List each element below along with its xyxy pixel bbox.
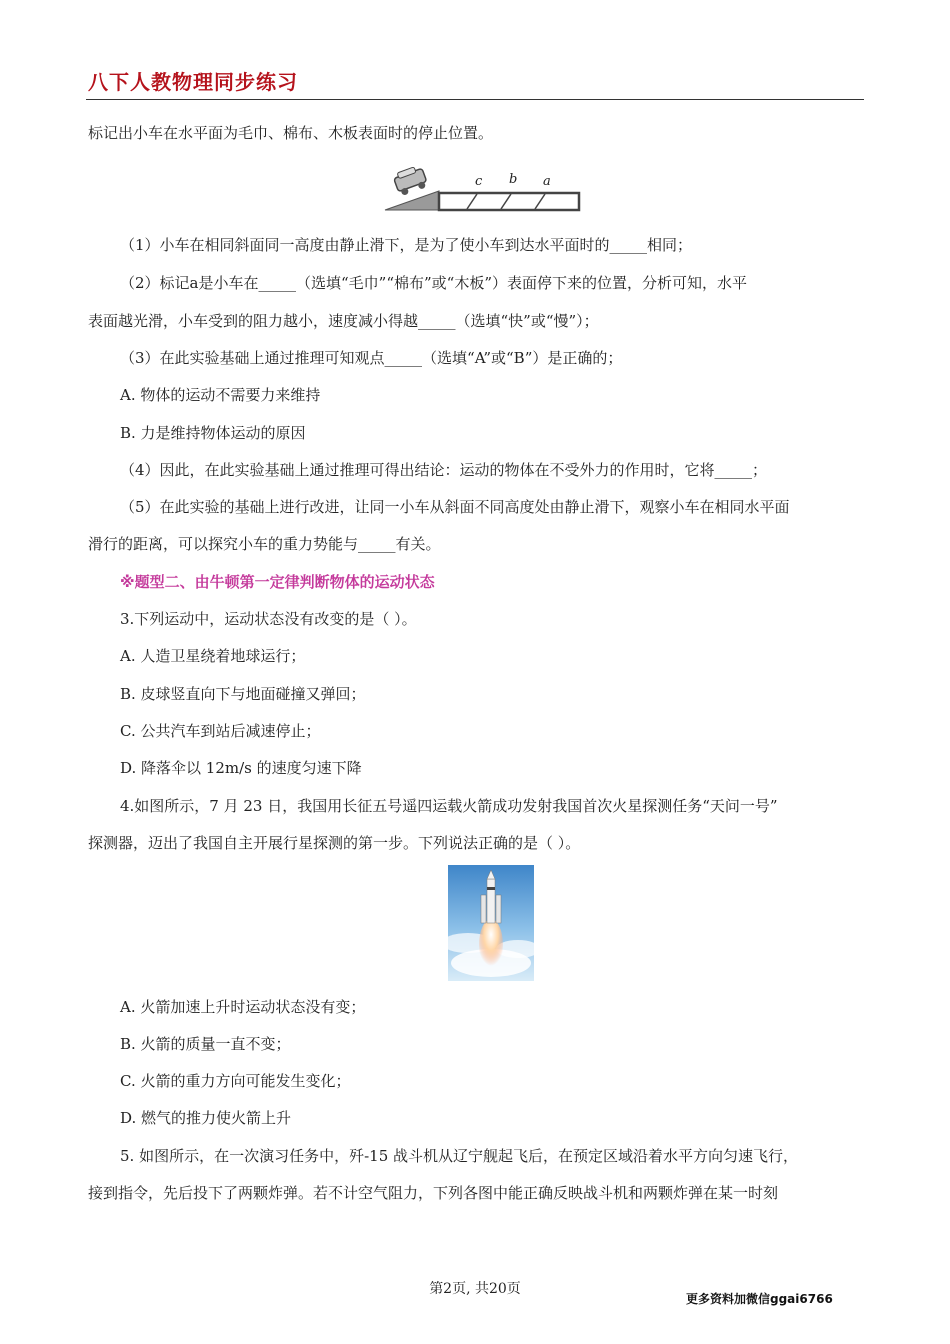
- q2-part4: （4）因此，在此实验基础上通过推理可得出结论：运动的物体在不受外力的作用时，它将_____；: [120, 461, 768, 479]
- label-b: b: [509, 172, 518, 187]
- label-c: c: [475, 174, 483, 189]
- section-title-type2: ※题型二、由牛顿第一定律判断物体的运动状态: [120, 573, 435, 591]
- page-number: 第2页, 共20页: [429, 1281, 521, 1297]
- rocket-body: [487, 879, 495, 923]
- cart-icon: [392, 164, 428, 196]
- header-divider: [86, 99, 864, 100]
- q4-stem-line2: 探测器，迈出了我国自主开展行星探测的第一步。下列说法正确的是（ ）。: [88, 834, 581, 852]
- q3-option-c: C. 公共汽车到站后减速停止；: [120, 722, 321, 740]
- footer-note: 更多资料加微信ggai6766: [686, 1292, 833, 1306]
- q5-stem-line2: 接到指令，先后投下了两颗炸弹。若不计空气阻力，下列各图中能正确反映战斗机和两颗炸弹在某一时刻: [88, 1184, 779, 1202]
- q4-option-d: D. 燃气的推力使火箭上升: [120, 1109, 292, 1127]
- q3-option-b: B. 皮球竖直向下与地面碰撞又弹回；: [120, 685, 366, 703]
- q3-option-a: A. 人造卫星绕着地球运行；: [120, 647, 306, 665]
- q4-stem-line1: 4.如图所示，7 月 23 日，我国用长征五号遥四运载火箭成功发射我国首次火星探测任务“天问一号”: [120, 797, 778, 815]
- q2-part5-line2: 滑行的距离，可以探究小车的重力势能与_____有关。: [88, 535, 441, 553]
- q2-part3: （3）在此实验基础上通过推理可知观点_____（选填“A”或“B”）是正确的；: [120, 349, 623, 367]
- q2-part2-line1: （2）标记a是小车在_____（选填“毛巾”“棉布”或“木板”）表面停下来的位置，分析可知，水平: [120, 274, 748, 292]
- q4-option-b: B. 火箭的质量一直不变；: [120, 1035, 291, 1053]
- label-a: a: [543, 174, 551, 189]
- horizontal-board: [439, 193, 579, 210]
- q2-option-b: B. 力是维持物体运动的原因: [120, 424, 306, 442]
- q5-stem-line1: 5. 如图所示，在一次演习任务中，歼-15 战斗机从辽宁舰起飞后，在预定区域沿着水平方向匀速飞行，: [120, 1147, 799, 1165]
- q3-stem: 3.下列运动中，运动状态没有改变的是（ ）。: [120, 610, 417, 628]
- q4-option-a: A. 火箭加速上升时运动状态没有变；: [120, 998, 366, 1016]
- q3-option-d: D. 降落伞以 12m/s 的速度匀速下降: [120, 759, 362, 777]
- q4-option-c: C. 火箭的重力方向可能发生变化；: [120, 1072, 351, 1090]
- q2-part1: （1）小车在相同斜面同一高度由静止滑下，是为了使小车到达水平面时的_____相同；: [120, 236, 693, 254]
- q2-part5-line1: （5）在此实验的基础上进行改进，让同一小车从斜面不同高度处由静止滑下，观察小车在相同水平面: [120, 498, 790, 516]
- intro-text: 标记出小车在水平面为毛巾、棉布、木板表面时的停止位置。: [88, 124, 494, 142]
- q2-option-a: A. 物体的运动不需要力来维持: [120, 386, 321, 404]
- rocket-flame: [479, 919, 503, 971]
- cart-incline-figure: [383, 163, 583, 215]
- rocket-launch-figure: [448, 865, 534, 981]
- incline-slope: [385, 191, 439, 210]
- page-header-title: 八下人教物理同步练习: [88, 70, 298, 94]
- q2-part2-line2: 表面越光滑，小车受到的阻力越小，速度减小得越_____（选填“快”或“慢”）；: [88, 312, 599, 330]
